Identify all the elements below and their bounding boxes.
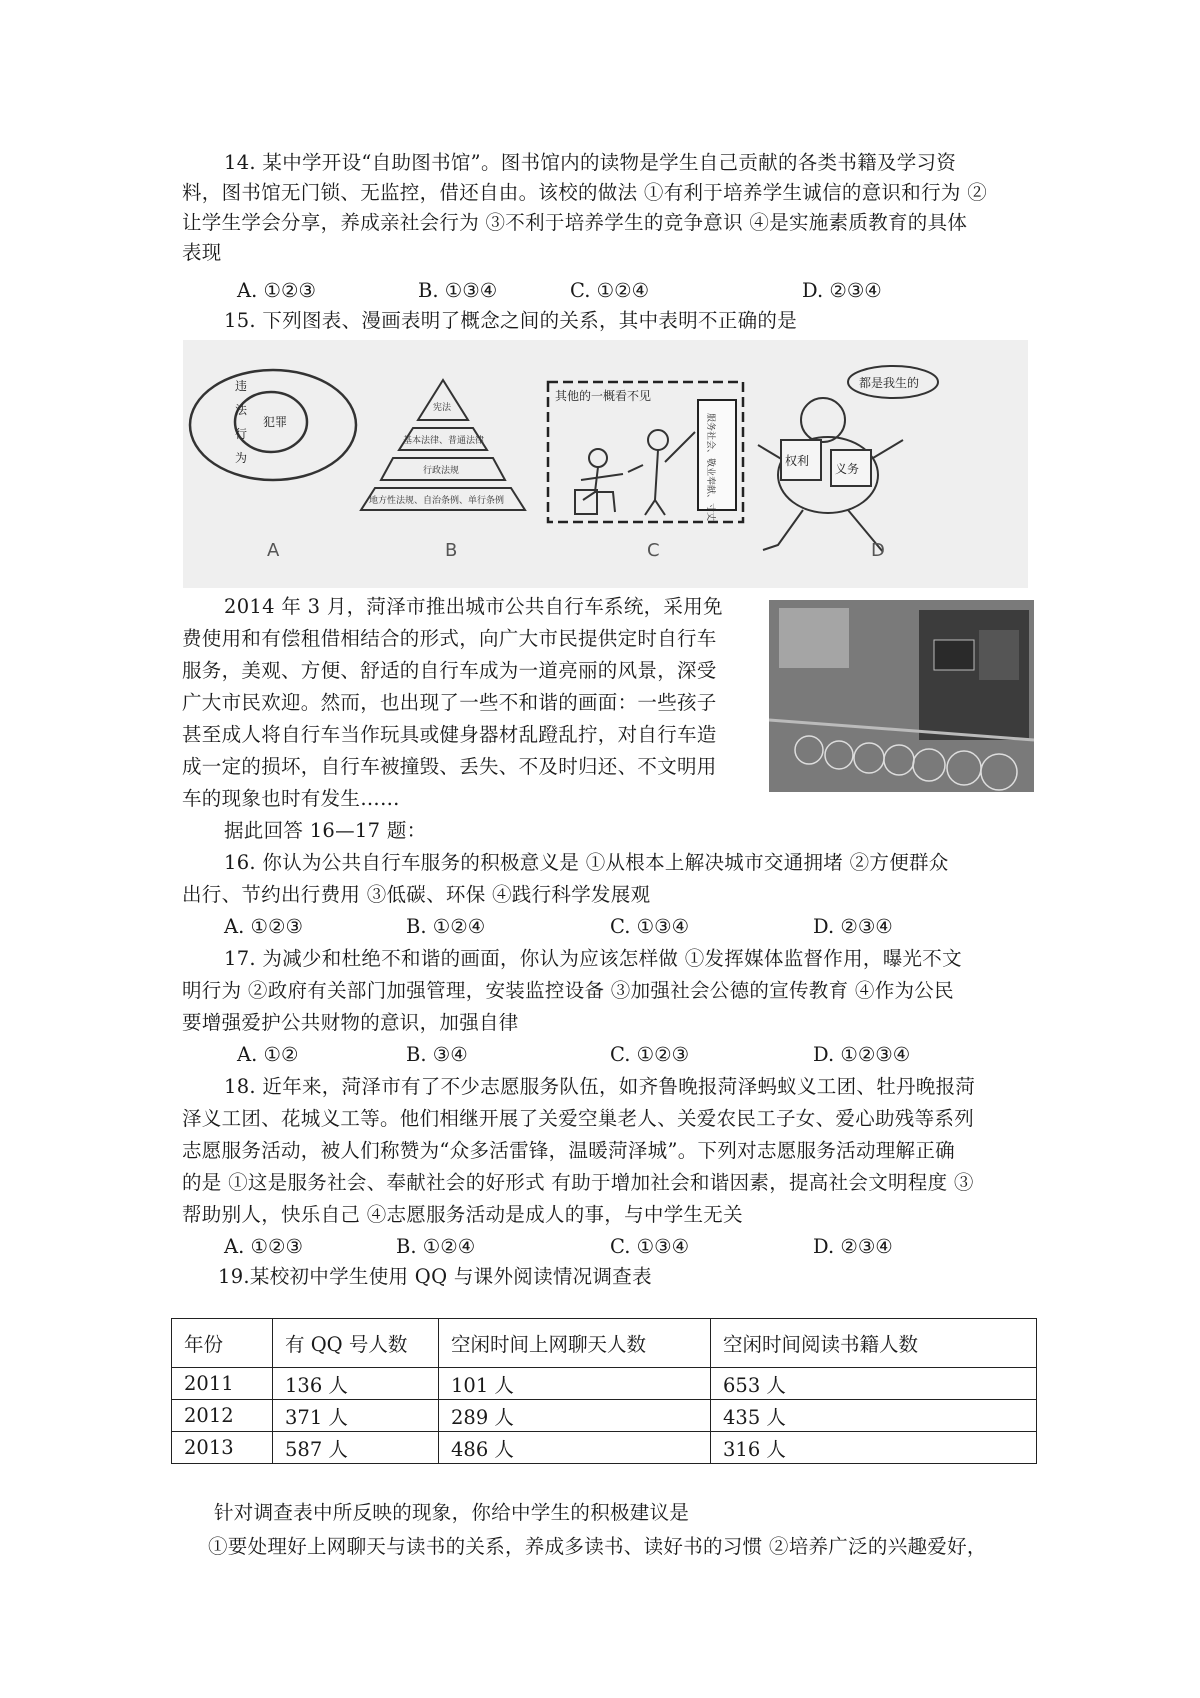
passage-line-1: 2014 年 3 月，菏泽市推出城市公共自行车系统，采用免	[224, 595, 723, 618]
fig-label-a: A	[267, 540, 280, 561]
table-cell: 653 人	[711, 1368, 1037, 1400]
q16-option-a: A. ①②③	[224, 915, 303, 938]
table-cell: 2011	[172, 1368, 273, 1400]
q14-option-c: C. ①②④	[570, 279, 650, 302]
fig-a-outer-3: 行	[235, 427, 248, 441]
fig-b-level-1: 宪法	[433, 403, 452, 413]
q14-line-2: 料，图书馆无门锁、无监控，借还自由。该校的做法 ①有利于培养学生诚信的意识和行为 ②	[182, 181, 987, 204]
bicycle-station-photo	[769, 600, 1034, 792]
q18-line-3: 志愿服务活动，被人们称赞为“众多活雷锋，温暖菏泽城”。下列对志愿服务活动理解正确	[182, 1139, 955, 1162]
passage-line-6: 成一定的损坏，自行车被撞毁、丢失、不及时归还、不文明用	[182, 755, 717, 778]
table-header-cell: 有 QQ 号人数	[273, 1319, 439, 1368]
fig-c-board: 服务社会、敬业奉献、寸丈	[705, 413, 715, 522]
fig-d-bubble: 都是我生的	[859, 376, 920, 390]
fig-c-caption: 其他的一概看不见	[555, 389, 652, 403]
passage-line-7: 车的现象也时有发生……	[182, 787, 400, 810]
table-header-cell: 年份	[172, 1319, 273, 1368]
table-cell: 136 人	[273, 1368, 439, 1400]
fig-b-level-2: 基本法律、普通法律	[403, 436, 485, 446]
q14-option-b: B. ①③④	[418, 279, 498, 302]
fig-label-c: C	[647, 540, 660, 561]
table-cell: 101 人	[439, 1368, 711, 1400]
q16-option-b: B. ①②④	[406, 915, 486, 938]
passage-line-2: 费使用和有偿租借相结合的形式，向广大市民提供定时自行车	[182, 627, 717, 650]
fig-b-level-4: 地方性法规、自治条例、单行条例	[369, 496, 505, 506]
figure-d-cartoon	[758, 366, 938, 552]
table-row	[172, 1368, 1037, 1400]
q17-option-d: D. ①②③④	[813, 1043, 911, 1066]
q17-line-1: 17. 为减少和杜绝不和谐的画面，你认为应该怎样做 ①发挥媒体监督作用，曝光不文	[224, 947, 962, 970]
table-cell: 289 人	[439, 1400, 711, 1432]
fig-b-level-3: 行政法规	[423, 466, 460, 476]
fig-d-label-rights: 权利	[785, 454, 810, 468]
q14-line-3: 让学生学会分享，养成亲社会行为 ③不利于培养学生的竞争意识 ④是实施素质教育的具体	[182, 211, 968, 234]
q16-option-c: C. ①③④	[610, 915, 690, 938]
q14-option-a: A. ①②③	[237, 279, 316, 302]
q14-line-4: 表现	[182, 241, 222, 264]
fig-d-label-duties: 义务	[835, 462, 860, 476]
table-row	[172, 1400, 1037, 1432]
passage-line-4: 广大市民欢迎。然而，也出现了一些不和谐的画面：一些孩子	[182, 691, 717, 714]
q15-figure	[183, 340, 1028, 588]
q17-line-2: 明行为 ②政府有关部门加强管理，安装监控设备 ③加强社会公德的宣传教育 ④作为公民	[182, 979, 954, 1002]
q17-option-a: A. ①②	[237, 1043, 299, 1066]
figure-c-cartoon	[548, 382, 743, 522]
table-header-cell: 空闲时间阅读书籍人数	[711, 1319, 1037, 1368]
table-header-cell: 空闲时间上网聊天人数	[439, 1319, 711, 1368]
table-row	[172, 1432, 1037, 1464]
q18-option-c: C. ①③④	[610, 1235, 690, 1258]
q15-figure-drawing	[183, 340, 1028, 588]
fig-a-outer-1: 违	[235, 379, 248, 393]
table-cell: 486 人	[439, 1432, 711, 1464]
q18-line-5: 帮助别人，快乐自己 ④志愿服务活动是成人的事，与中学生无关	[182, 1203, 743, 1226]
q16-option-d: D. ②③④	[813, 915, 893, 938]
passage-line-3: 服务，美观、方便、舒适的自行车成为一道亮丽的风景，深受	[182, 659, 717, 682]
survey-table	[171, 1318, 1037, 1464]
figure-a-venn	[190, 370, 356, 480]
bicycle-photo-drawing	[769, 600, 1034, 792]
table-cell: 587 人	[273, 1432, 439, 1464]
passage-prompt: 据此回答 16—17 题：	[224, 819, 427, 842]
q18-option-a: A. ①②③	[224, 1235, 303, 1258]
q14-line-1: 14. 某中学开设“自助图书馆”。图书馆内的读物是学生自己贡献的各类书籍及学习资	[224, 151, 957, 174]
passage-line-5: 甚至成人将自行车当作玩具或健身器材乱蹬乱拧，对自行车造	[182, 723, 717, 746]
q17-option-b: B. ③④	[406, 1043, 468, 1066]
q19-after-line-2: ①要处理好上网聊天与读书的关系，养成多读书、读好书的习惯 ②培养广泛的兴趣爱好，	[208, 1535, 987, 1558]
q19-after-line-1: 针对调查表中所反映的现象，你给中学生的积极建议是	[214, 1501, 690, 1524]
table-cell: 435 人	[711, 1400, 1037, 1432]
q16-line-2: 出行、节约出行费用 ③低碳、环保 ④践行科学发展观	[182, 883, 651, 906]
table-header-row	[172, 1319, 1037, 1368]
fig-a-outer-4: 为	[235, 451, 248, 465]
q18-option-d: D. ②③④	[813, 1235, 893, 1258]
q16-line-1: 16. 你认为公共自行车服务的积极意义是 ①从根本上解决城市交通拥堵 ②方便群众	[224, 851, 949, 874]
q18-line-1: 18. 近年来，菏泽市有了不少志愿服务队伍，如齐鲁晚报菏泽蚂蚁义工团、牡丹晚报菏	[224, 1075, 976, 1098]
q17-line-3: 要增强爱护公共财物的意识，加强自律	[182, 1011, 519, 1034]
q17-option-c: C. ①②③	[610, 1043, 690, 1066]
q14-option-d: D. ②③④	[802, 279, 882, 302]
fig-a-outer-2: 法	[235, 403, 248, 417]
q18-line-2: 泽义工团、花城义工等。他们相继开展了关爱空巢老人、关爱农民工子女、爱心助残等系列	[182, 1107, 975, 1130]
figure-b-pyramid	[361, 380, 525, 510]
fig-label-d: D	[871, 540, 885, 561]
q19-stem: 19.某校初中学生使用 QQ 与课外阅读情况调查表	[218, 1265, 652, 1288]
table-cell: 371 人	[273, 1400, 439, 1432]
q18-line-4: 的是 ①这是服务社会、奉献社会的好形式 有助于增加社会和谐因素，提高社会文明程度 ③	[182, 1171, 974, 1194]
table-cell: 316 人	[711, 1432, 1037, 1464]
q15-stem: 15. 下列图表、漫画表明了概念之间的关系，其中表明不正确的是	[224, 309, 798, 332]
table-cell: 2013	[172, 1432, 273, 1464]
q18-option-b: B. ①②④	[396, 1235, 476, 1258]
table-cell: 2012	[172, 1400, 273, 1432]
fig-label-b: B	[445, 540, 458, 561]
fig-a-inner: 犯罪	[263, 415, 288, 429]
